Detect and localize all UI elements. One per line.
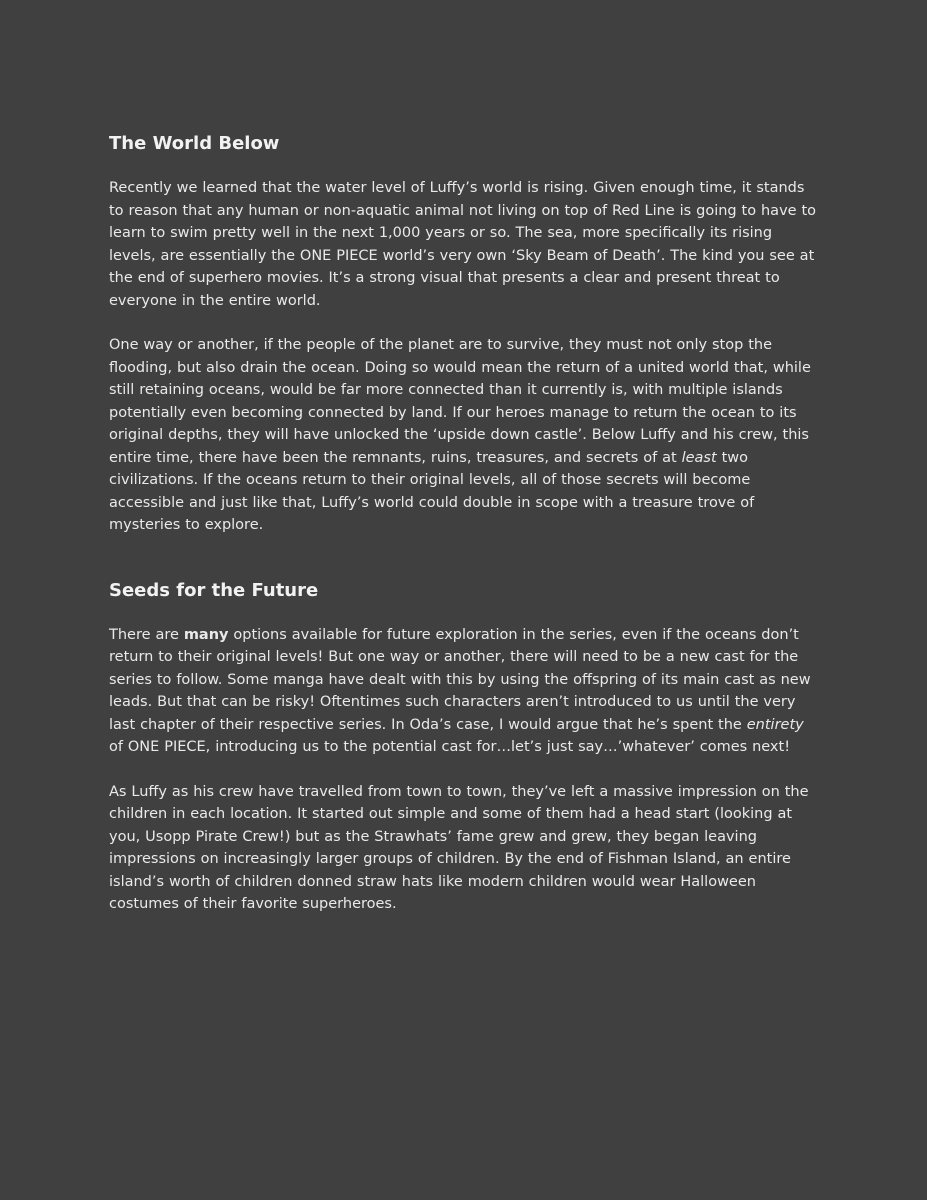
- strong-text: many: [183, 626, 229, 643]
- paragraph-text: two civilizations. If the oceans return to their original levels, all of those secrets will become accessible and just like that, Luffy’s world could double in scope with a treasure trove of mysteries to explore.: [109, 449, 755, 533]
- paragraph-children-impression: As Luffy as his crew have travelled from town to town, they’ve left a massive impression on the children in each location. It started out simple and some of them had a head start (looking at you, Usopp Pirate Crew!) but as the Strawhats’ fame grew and grew, they began leaving impressions on increasingly larger groups of children. By the end of Fishman Island, an entire island’s worth of children donned straw hats like modern children would wear Halloween costumes of their favorite superheroes.: [109, 783, 809, 912]
- paragraph-text: There are: [109, 626, 184, 643]
- emphasis-text: entirety: [746, 716, 804, 733]
- section-heading-world-below: The World Below: [109, 133, 280, 154]
- paragraph-drain-ocean: [109, 334, 821, 537]
- emphasis-text: least: [681, 449, 717, 466]
- document-content: [109, 130, 821, 916]
- paragraph-rising-water: Recently we learned that the water level of Luffy’s world is rising. Given enough time, it stands to reason that any human or non-aquatic animal not living on top of Red Line is going to have to learn to swim pretty well in the next 1,000 years or so. The sea, more specifically its rising levels, are essentially the ONE PIECE world’s very own ‘Sky Beam of Death’. The kind you see at the end of superhero movies. It’s a strong visual that presents a clear and present threat to everyone in the entire world.: [109, 180, 817, 309]
- paragraph-future-options: [109, 624, 821, 759]
- paragraph-text: of ONE PIECE, introducing us to the potential cast for…let’s just say…’whatever’ comes next!: [109, 739, 791, 755]
- paragraph-text: options available for future exploration in the series, even if the oceans don’t return to their original levels! But one way or another, there will need to be a new cast for the series to follow. Some manga have dealt with this by using the offspring of its main cast as new leads. But that can be risky! Oftentimes such characters aren’t introduced to us until the very last chapter of their respective series. In Oda’s case, I would argue that he’s spent the: [109, 626, 811, 733]
- paragraph-text: One way or another, if the people of the planet are to survive, they must not only stop the flooding, but also drain the ocean. Doing so would mean the return of a united world that, while still retaining oceans, would be far more connected than it currently is, with multiple islands potentially even becoming connected by land. If our heroes manage to return the ocean to its original depths, they will have unlocked the ‘upside down castle’. Below Luffy and his crew, this entire time, there have been the remnants, ruins, treasures, and secrets of at: [109, 337, 811, 466]
- section-heading-seeds-future: Seeds for the Future: [109, 579, 319, 601]
